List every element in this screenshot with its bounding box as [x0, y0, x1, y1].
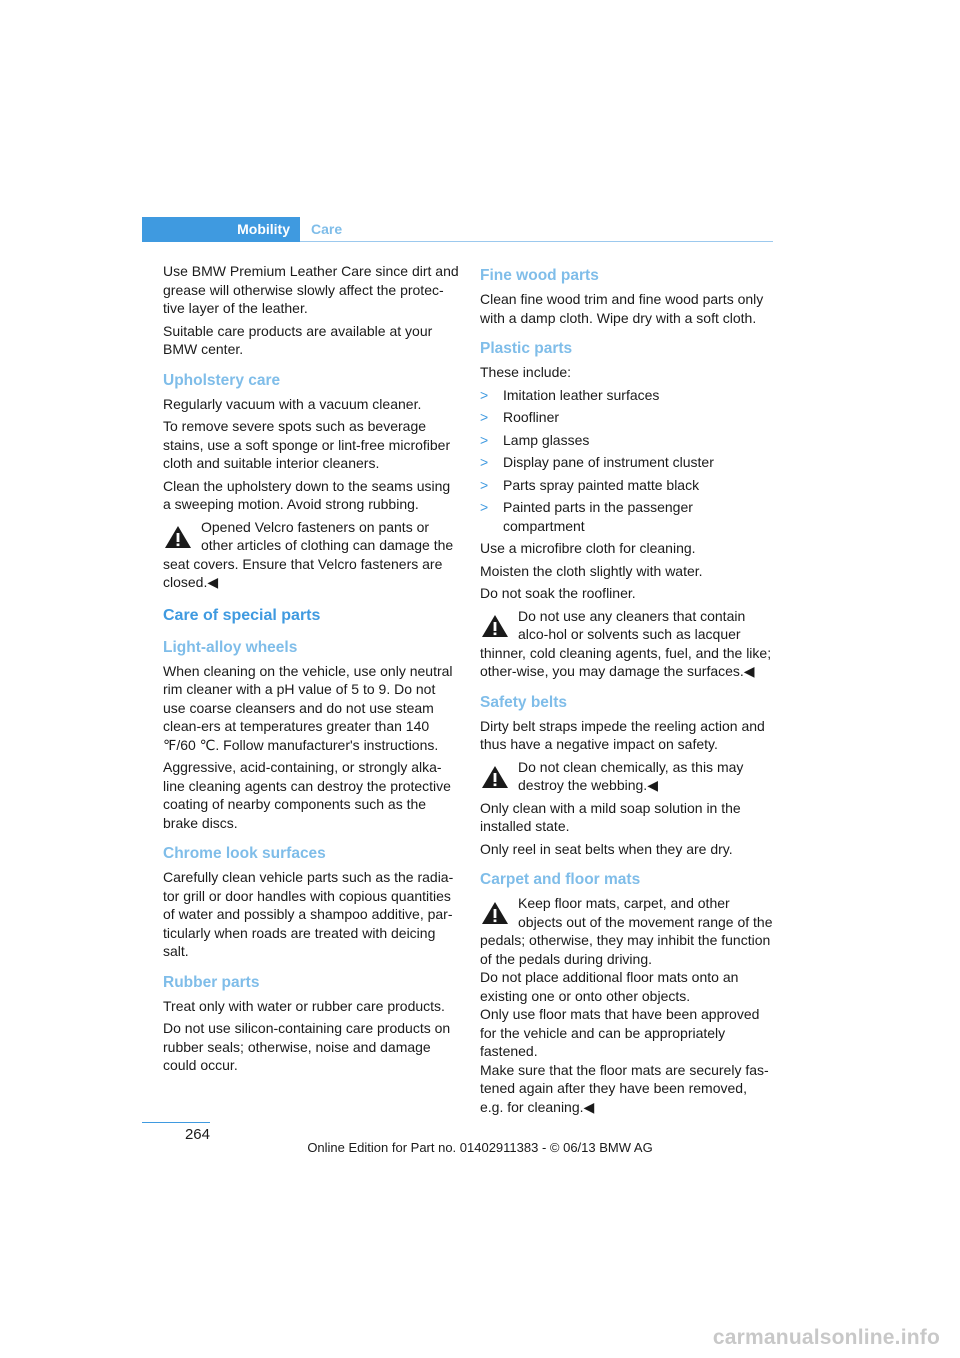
upholstery-warning-text: Opened Velcro fasteners on pants or other articles of clothing can damage the seat covers. Ensure that Velcro fasteners are closed. [163, 518, 454, 590]
carpet-warning-text-3: Only use floor mats that have been approved for the vehicle and can be appropriately fastened. [480, 1006, 760, 1059]
belts-warning [480, 758, 774, 795]
header-chapter-label: Care [311, 221, 343, 237]
list-item: > Parts spray painted matte black [480, 476, 700, 493]
edition-footer: Online Edition for Part no. 01402911383 - © 06/13 BMW AG [307, 1140, 653, 1155]
carpet-warning-text-2: Do not place additional floor mats onto an existing one or onto other objects. [480, 969, 739, 1004]
warning-triangle-icon [480, 613, 510, 639]
belts-warning-text: Do not clean chemically, as this may destroy the webbing. [518, 758, 744, 793]
wood-text: Clean fine wood trim and fine wood parts only with a damp cloth. Wipe dry with a soft cloth. [480, 291, 764, 326]
upholstery-text-3: Clean the upholstery down to the seams using a sweeping motion. Avoid strong rubbing. [163, 477, 451, 512]
end-mark: ◀ [207, 574, 219, 590]
end-mark: ◀ [743, 663, 755, 679]
plastic-heading: Plastic parts [480, 340, 573, 357]
list-item: > Painted parts in the passenger compartment [480, 499, 693, 534]
carpet-heading: Carpet and floor mats [480, 871, 641, 888]
bullet-icon: > [480, 431, 489, 448]
end-mark: ◀ [647, 777, 658, 793]
rubber-text-2: Do not use silicon-containing care products on rubber seals; otherwise, noise and damage could occur. [163, 1020, 451, 1073]
safety-belts-heading: Safety belts [480, 693, 568, 711]
warning-triangle-icon [480, 900, 510, 926]
belts-text-1: Dirty belt straps impede the reeling action and thus have a negative impact on safety. [480, 717, 765, 752]
plastic-list [480, 386, 774, 536]
end-mark: ◀ [583, 1098, 595, 1115]
care-products-text: Suitable care products are available at your BMW center. [163, 322, 433, 357]
alloy-wheels-text-2: Aggressive, acid-containing, or strongly alka-line cleaning agents can destroy the protective coating of nearby components such as the brake discs. [163, 759, 451, 831]
carpet-warning-text-1: Keep floor mats, carpet, and other objects out of the movement range of the pedals; otherwise, they may inhibit the function of the pedals during driving. [480, 895, 773, 967]
belts-text-3: Only reel in seat belts when they are dry. [480, 840, 733, 857]
warning-triangle-icon [163, 524, 193, 550]
list-item: > Imitation leather surfaces [480, 386, 660, 403]
carpet-warning-text-4: Make sure that the floor mats are securely fas-tened again after they have been removed, e.g. for cleaning. [480, 1061, 769, 1115]
alloy-wheels-text-1: When cleaning on the vehicle, use only neutral rim cleaner with a pH value of 5 to 9. Do not use coarse cleansers and do not use steam clean-ers at temperatures greater than 140 ℉/60 ℃. Follow manufacturer's instructions. [163, 662, 453, 753]
chrome-heading: Chrome look surfaces [163, 845, 326, 862]
page-number: 264 [184, 1126, 210, 1143]
right-column [480, 262, 774, 1120]
upholstery-heading: Upholstery care [163, 371, 281, 389]
plastic-text-2: Moisten the cloth slightly with water. [480, 562, 703, 579]
bullet-icon: > [480, 454, 489, 470]
upholstery-text-1: Regularly vacuum with a vacuum cleaner. [163, 395, 422, 412]
rubber-heading: Rubber parts [163, 973, 260, 991]
carpet-warning [480, 894, 774, 1116]
list-item: > Display pane of instrument cluster [480, 454, 714, 470]
wood-heading: Fine wood parts [480, 267, 599, 284]
bullet-icon: > [480, 409, 489, 425]
leather-care-text: Use BMW Premium Leather Care since dirt and grease will otherwise slowly affect the protec-tive layer of the leather. [163, 263, 459, 316]
left-column [163, 262, 459, 1079]
upholstery-text-2: To remove severe spots such as beverage stains, use a soft sponge or lint-free microfiber cloth and suitable interior cleaners. [163, 418, 451, 471]
rubber-text-1: Treat only with water or rubber care products. [163, 997, 445, 1014]
watermark: carmanualsonline.info [712, 1326, 940, 1349]
bullet-icon: > [480, 386, 489, 403]
warning-triangle-icon [480, 764, 510, 790]
plastic-warning-text: Do not use any cleaners that contain alco-hol or solvents such as lacquer thinner, cold cleaning agents, fuel, and the like; other-wise, you may damage the surfaces. [480, 607, 772, 679]
special-parts-heading: Care of special parts [163, 606, 321, 624]
alloy-wheels-heading: Light-alloy wheels [163, 638, 298, 656]
belts-text-2: Only clean with a mild soap solution in the installed state. [480, 799, 741, 834]
bullet-icon: > [480, 476, 489, 493]
list-item: > Lamp glasses [480, 431, 590, 448]
header-rule [300, 241, 773, 242]
plastic-intro: These include: [480, 364, 572, 380]
list-item: > Roofliner [480, 409, 560, 425]
plastic-warning [480, 607, 774, 681]
plastic-text-1: Use a microfibre cloth for cleaning. [480, 540, 696, 556]
chrome-text: Carefully clean vehicle parts such as the radia-tor grill or door handles with copious quantities of water and possibly a shampoo additive, par-ticularly when roads are treated with deicing salt. [163, 869, 454, 959]
plastic-text-3: Do not soak the roofliner. [480, 585, 636, 601]
footer-rule [142, 1122, 210, 1123]
upholstery-warning [163, 518, 459, 592]
bullet-icon: > [480, 499, 489, 515]
header-section-label: Mobility [237, 221, 290, 237]
